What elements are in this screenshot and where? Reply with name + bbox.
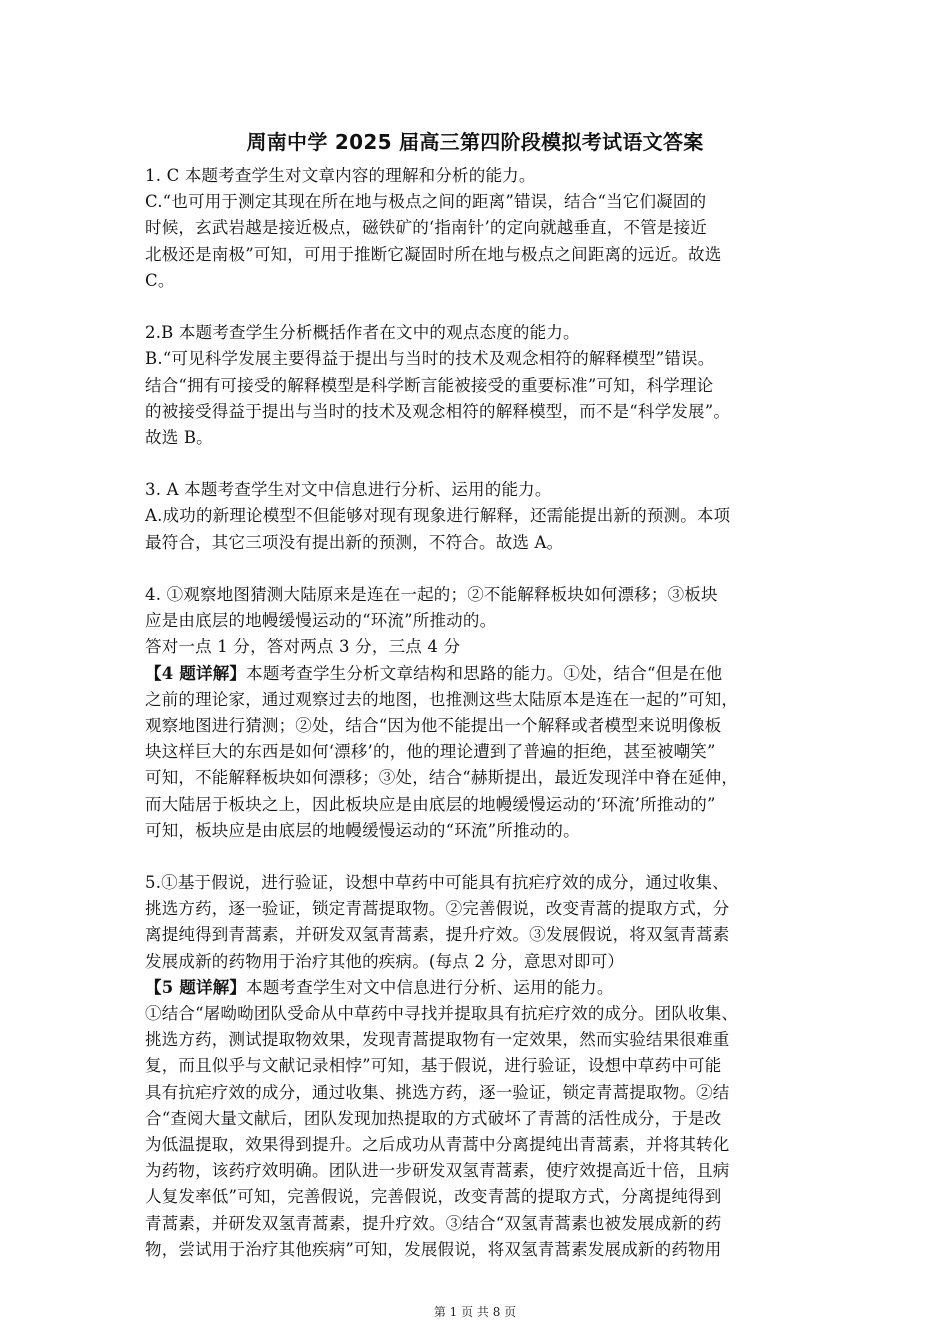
answer-block-q5	[145, 870, 825, 1263]
text-line: 【4 题详解】本题考查学生分析文章结构和思路的能力。①处，结合“但是在他	[145, 663, 723, 683]
text-line: 3. A 本题考查学生对文中信息进行分析、运用的能力。	[145, 480, 552, 500]
text-line: A.成功的新理论模型不但能够对现有现象进行解释，还需能提出新的预测。本项	[145, 506, 731, 526]
text-line: 故选 B。	[145, 427, 213, 447]
text-line: 5.①基于假说，进行验证，设想中草药中可能具有抗疟疗效的成分，通过收集、	[145, 873, 729, 893]
text-line: 而大陆居于板块之上，因此板块应是由底层的地幔缓慢运动的‘环流’所推动的”	[145, 794, 716, 814]
text-line: 青蒿素，并研发双氢青蒿素，提升疗效。③结合“双氢青蒿素也被发展成新的药	[145, 1213, 722, 1233]
text-line: 时候，玄武岩越是接近极点，磁铁矿的‘指南针’的定向就越垂直，不管是接近	[145, 218, 707, 238]
answer-block-q1	[145, 163, 825, 294]
text-line: 应是由底层的地幔缓慢运动的“环流”所推动的。	[145, 611, 497, 631]
text-line: C。	[145, 270, 175, 290]
answer-body	[145, 163, 825, 1263]
text-line: 4. ①观察地图猜测大陆原来是连在一起的；②不能解释板块如何漂移；③板块	[145, 585, 718, 604]
answer-block-q2	[145, 320, 825, 451]
text-line: B.“可见科学发展主要得益于提出与当时的技术及观念相符的解释模型”错误。	[145, 349, 715, 369]
text-line: 具有抗疟疗效的成分，通过收集、挑选方药，逐一验证，锁定青蒿提取物。②结	[145, 1082, 730, 1102]
text-line: 复，而且似乎与文献记录相悖”可知，基于假说，进行验证，设想中草药中可能	[145, 1056, 722, 1076]
text-line: 2.B 本题考查学生分析概括作者在文中的观点态度的能力。	[145, 323, 580, 343]
document-title: 周南中学 2025 届高三第四阶段模拟考试语文答案	[246, 130, 704, 154]
answer-block-q3	[145, 477, 825, 556]
text-line: 物，尝试用于治疗其他疾病”可知，发展假说，将双氢青蒿素发展成新的药物用	[145, 1239, 722, 1259]
section-label: 【4 题详解】	[145, 663, 247, 683]
text-line: C.“也可用于测定其现在所在地与极点之间的距离”错误，结合“当它们凝固的	[145, 192, 707, 212]
text-line: 【5 题详解】本题考查学生对文中信息进行分析、运用的能力。	[145, 977, 614, 997]
text-line: 离提纯得到青蒿素，并研发双氢青蒿素，提升疗效。③发展假说，将双氢青蒿素	[145, 925, 730, 945]
text-line: 结合“拥有可接受的解释模型是科学断言能被接受的重要标准”可知，科学理论	[145, 375, 714, 395]
paragraph-spacer	[145, 294, 825, 320]
text-line: 北极还是南极”可知，可用于推断它凝固时所在地与极点之间距离的远近。故选	[145, 244, 722, 264]
section-label: 【5 题详解】	[145, 977, 247, 997]
text-line: 可知，不能解释板块如何漂移；③处，结合“赫斯提出，最近发现洋中脊在延伸，	[145, 768, 739, 788]
text-line: 为药物，该药疗效明确。团队进一步研发双氢青蒿素，使疗效提高近十倍，且病	[145, 1161, 730, 1181]
text-line: 为低温提取，效果得到提升。之后成功从青蒿中分离提纯出青蒿素，并将其转化	[145, 1134, 730, 1154]
text-line: 可知，板块应是由底层的地幔缓慢运动的“环流”所推动的。	[145, 820, 580, 840]
paragraph-spacer	[145, 451, 825, 477]
text-line: 答对一点 1 分，答对两点 3 分，三点 4 分	[145, 637, 461, 657]
text-line: 合“查阅大量文献后，团队发现加热提取的方式破坏了青蒿的活性成分，于是改	[145, 1108, 722, 1128]
answer-block-q4	[145, 582, 825, 844]
text-line: 1. C 本题考查学生对文章内容的理解和分析的能力。	[145, 166, 536, 185]
text-line: 的被接受得益于提出与当时的技术及观念相符的解释模型，而不是“科学发展”。	[145, 401, 731, 421]
page-footer: 第 1 页 共 8 页	[433, 1305, 517, 1319]
text-line: 最符合，其它三项没有提出新的预测，不符合。故选 A。	[145, 532, 564, 552]
text-line: 人复发率低”可知，完善假说，完善假说，改变青蒿的提取方式，分离提纯得到	[145, 1187, 722, 1207]
text-line: 挑选方药，逐一验证，锁定青蒿提取物。②完善假说，改变青蒿的提取方式，分	[145, 899, 730, 919]
text-line: ①结合“屠呦呦团队受命从中草药中寻找并提取具有抗疟疗效的成分。团队收集、	[145, 1004, 739, 1023]
text-line: 发展成新的药物用于治疗其他的疾病。(每点 2 分，意思对即可）	[145, 951, 625, 971]
paragraph-spacer	[145, 844, 825, 870]
text-line: 块这样巨大的东西是如何‘漂移’的，他的理论遭到了普遍的拒绝，甚至被嘲笑”	[145, 742, 716, 762]
paragraph-spacer	[145, 556, 825, 582]
text-line: 之前的理论家，通过观察过去的地图，也推测这些太陆原本是连在一起的”可知，	[145, 689, 739, 709]
text-line: 观察地图进行猜测；②处，结合“因为他不能提出一个解释或者模型来说明像板	[145, 715, 722, 735]
text-line: 挑选方药，测试提取物效果，发现青蒿提取物有一定效果，然而实验结果很难重	[145, 1030, 730, 1050]
